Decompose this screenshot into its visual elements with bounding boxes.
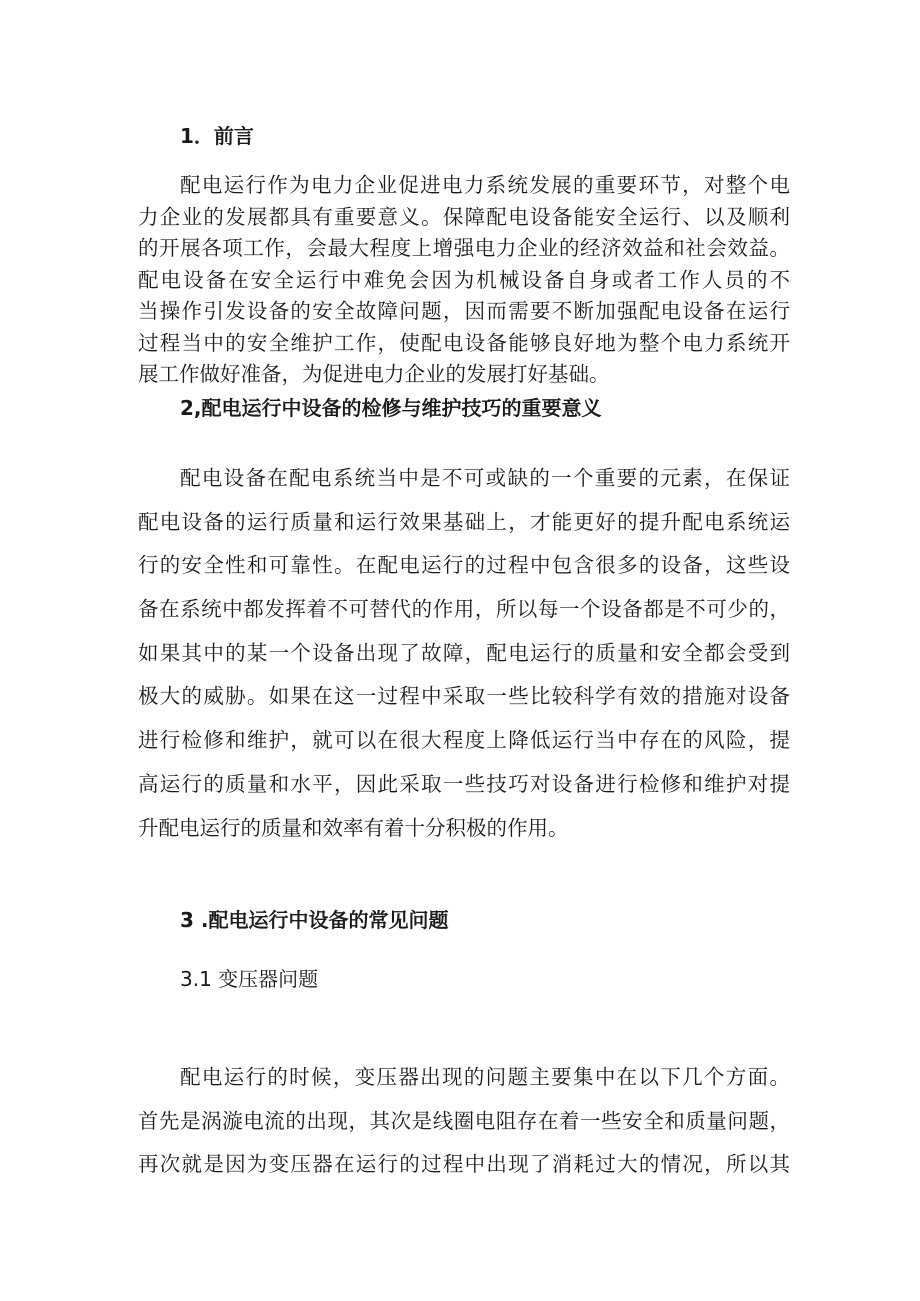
paragraph-line: 配电设备在配电系统当中是不可或缺的一个重要的元素，在保证 [180, 466, 790, 490]
paragraph-line: 配电设备的运行质量和运行效果基础上，才能更好的提升配电系统运 [138, 509, 790, 534]
section-3-heading: 3 .配电运行中设备的常见问题 [180, 908, 449, 932]
section-1-heading: 1．前言 [180, 124, 254, 148]
paragraph-line: 过程当中的安全维护工作，使配电设备能够良好地为整个电力系统开 [138, 330, 790, 355]
paragraph-line: 首先是涡漩电流的出现，其次是线圈电阻存在着一些安全和质量问题， [138, 1108, 790, 1133]
section-1-paragraph [138, 170, 790, 391]
paragraph-line: 力企业的发展都具有重要意义。保障配电设备能安全运行、以及顺利 [138, 204, 790, 229]
paragraph-line: 配电设备在安全运行中难免会因为机械设备自身或者工作人员的不 [138, 267, 790, 292]
paragraph-line: 配电运行作为电力企业促进电力系统发展的重要环节，对整个电 [180, 173, 790, 197]
paragraph-line: 再次就是因为变压器在运行的过程中出现了消耗过大的情况，所以其 [138, 1152, 790, 1177]
paragraph-line: 升配电运行的质量和效率有着十分积极的作用。 [138, 815, 569, 840]
paragraph-line: 行的安全性和可靠性。在配电运行的过程中包含很多的设备，这些设 [138, 553, 790, 578]
paragraph-line: 配电运行的时候，变压器出现的问题主要集中在以下几个方面。 [180, 1065, 790, 1089]
section-3-1-heading: 3.1 变压器问题 [180, 967, 319, 991]
paragraph-line: 高运行的质量和水平，因此采取一些技巧对设备进行检修和维护对提 [138, 771, 790, 796]
paragraph-line: 备在系统中都发挥着不可替代的作用，所以每一个设备都是不可少的， [138, 597, 790, 622]
section-2-paragraph [138, 457, 790, 850]
paragraph-line: 进行检修和维护，就可以在很大程度上降低运行当中存在的风险，提 [138, 728, 790, 753]
paragraph-line: 极大的威胁。如果在这一过程中采取一些比较科学有效的措施对设备 [138, 684, 790, 709]
paragraph-line: 的开展各项工作，会最大程度上增强电力企业的经济效益和社会效益。 [138, 236, 790, 260]
section-2-heading: 2,配电运行中设备的检修与维护技巧的重要意义 [180, 396, 602, 420]
paragraph-line: 当操作引发设备的安全故障问题，因而需要不断加强配电设备在运行 [138, 299, 790, 323]
paragraph-line: 展工作做好准备，为促进电力企业的发展打好基础。 [138, 362, 610, 386]
paragraph-line: 如果其中的某一个设备出现了故障，配电运行的质量和安全都会受到 [138, 640, 790, 665]
section-3-1-paragraph [138, 1056, 790, 1187]
